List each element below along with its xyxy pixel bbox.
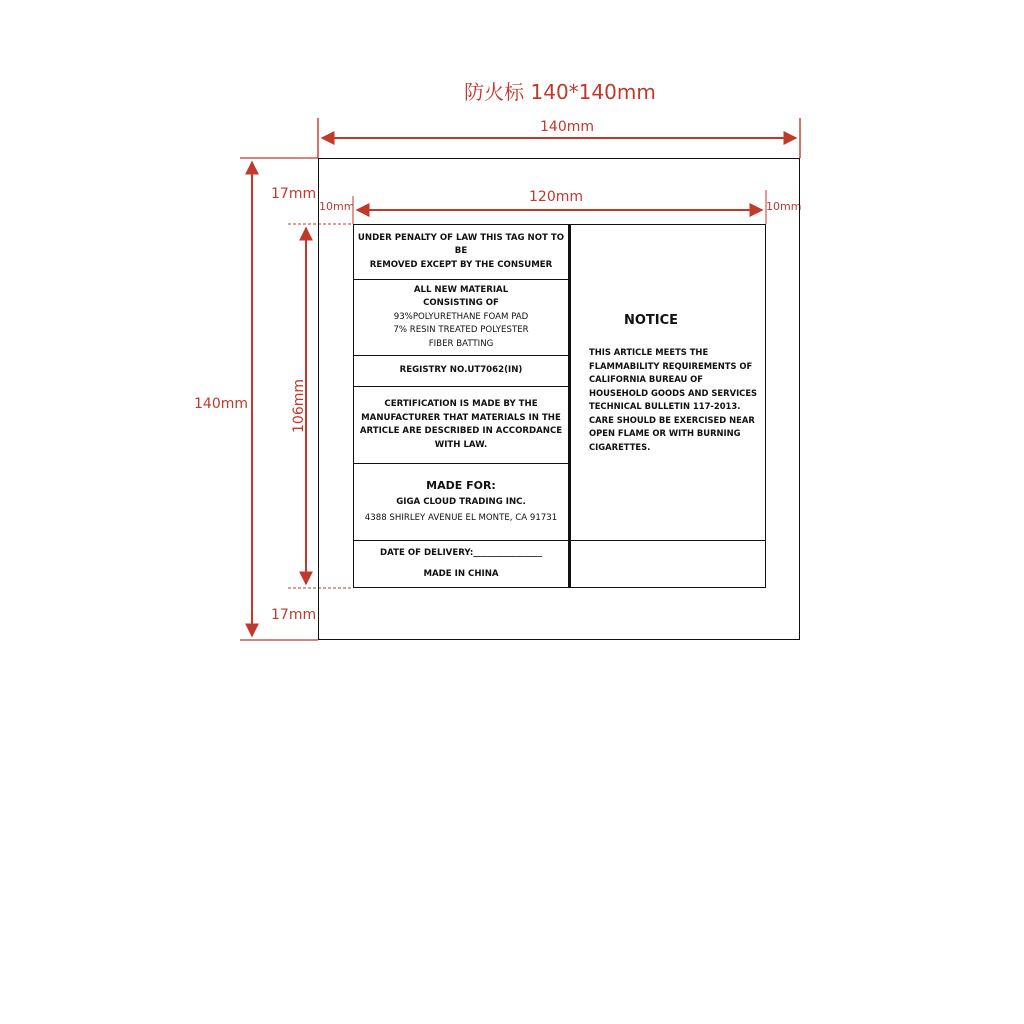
right-column (571, 225, 765, 587)
dim-outer-height: 140mm (194, 396, 248, 412)
certification-cell (354, 387, 568, 464)
material-line: FIBER BATTING (428, 338, 494, 349)
registry-cell (354, 356, 568, 387)
left-column (354, 225, 571, 587)
penalty-line: UNDER PENALTY OF LAW THIS TAG NOT TO BE (357, 232, 565, 257)
company-name: GIGA CLOUD TRADING INC. (396, 497, 526, 508)
dim-inner-height: 106mm (291, 379, 307, 433)
material-line: 93%POLYURETHANE FOAM PAD (393, 311, 529, 322)
made-for-label: MADE FOR: (426, 478, 496, 492)
notice-title: NOTICE (623, 313, 679, 328)
dim-outer-width: 140mm (540, 119, 594, 135)
material-heading-line: CONSISTING OF (423, 298, 499, 309)
penalty-line: REMOVED EXCEPT BY THE CONSUMER (369, 259, 553, 270)
dim-inner-width: 120mm (529, 189, 583, 205)
certification-line: WITH LAW. (434, 439, 488, 450)
delivery-cell (354, 541, 568, 587)
right-divider (571, 540, 765, 541)
date-of-delivery: DATE OF DELIVERY:________________ (379, 547, 543, 558)
material-heading-line: ALL NEW MATERIAL (413, 284, 509, 295)
company-address: 4388 SHIRLEY AVENUE EL MONTE, CA 91731 (364, 512, 558, 523)
certification-line: ARTICLE ARE DESCRIBED IN ACCORDANCE (359, 426, 563, 436)
material-cell (354, 280, 568, 356)
diagram-title: 防火标 140*140mm (464, 80, 656, 104)
fire-tag-label (353, 224, 766, 588)
made-for-cell (354, 464, 568, 541)
dim-margin-top: 17mm (271, 186, 317, 202)
registry-number: REGISTRY NO.UT7062(IN) (399, 365, 523, 376)
notice-text: THIS ARTICLE MEETS THE FLAMMABILITY REQUIREMENTS OF CALIFORNIA BUREAU OF HOUSEHOLD GOODS AND SERVICES TECHNICAL BULLETIN 117-2013. CARE SHOULD BE EXERCISED NEAR OPEN FLAME OR WITH BURNING CIGARETTES. (589, 347, 758, 452)
dim-margin-right: 10mm (766, 200, 802, 213)
material-line: 7% RESIN TREATED POLYESTER (393, 325, 529, 336)
certification-line: CERTIFICATION IS MADE BY THE (384, 399, 538, 409)
dim-margin-bottom: 17mm (271, 607, 317, 623)
dim-margin-left: 10mm (319, 200, 355, 213)
made-in-china: MADE IN CHINA (423, 569, 499, 579)
penalty-cell (354, 225, 568, 280)
certification-line: MANUFACTURER THAT MATERIALS IN THE (361, 412, 561, 423)
